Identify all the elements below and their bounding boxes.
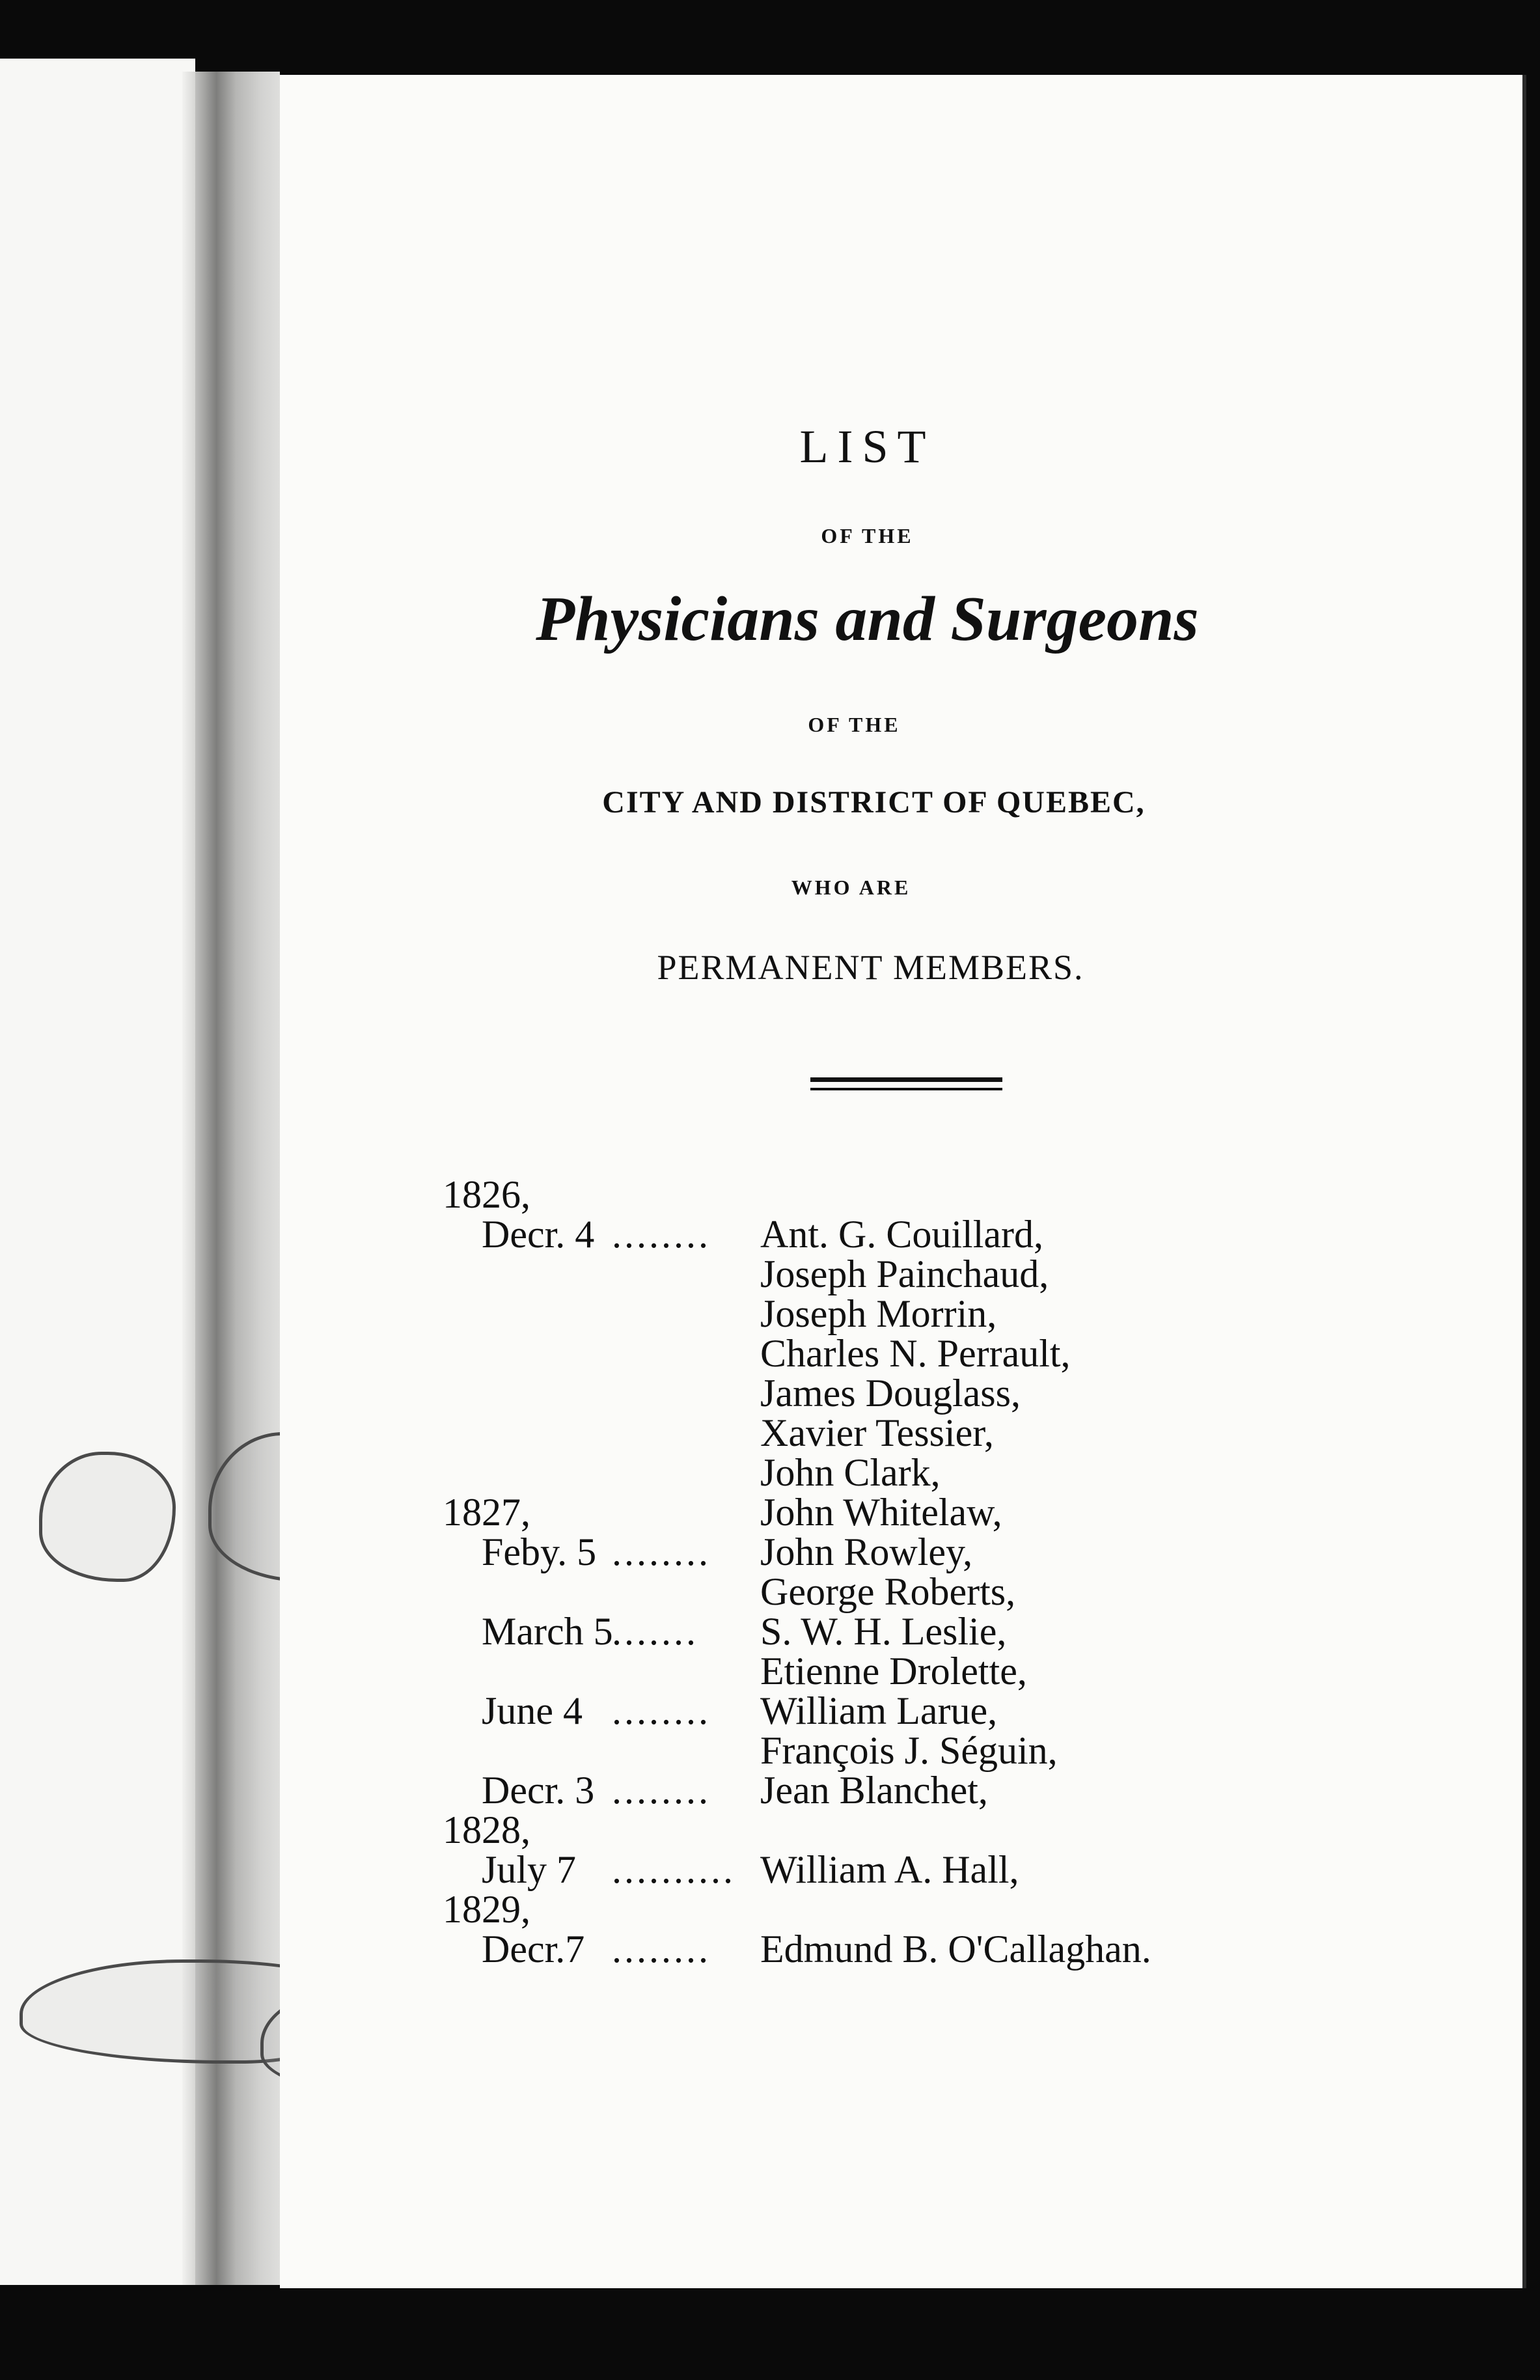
list-item xyxy=(443,1890,1289,1930)
members-list xyxy=(443,1175,1289,1969)
list-item xyxy=(443,1532,1289,1572)
list-item xyxy=(443,1612,1289,1652)
entry-date: March 5 xyxy=(482,1610,613,1653)
entry-name: Joseph Morrin, xyxy=(760,1292,997,1335)
list-item xyxy=(443,1413,1289,1453)
permanent-members-heading: PERMANENT MEMBERS. xyxy=(657,948,1084,987)
entry-name: Charles N. Perrault, xyxy=(760,1332,1071,1375)
entry-leader: ........ xyxy=(612,1213,711,1256)
entry-leader: .......... xyxy=(612,1848,736,1891)
list-item xyxy=(443,1930,1289,1969)
entry-leader: ........ xyxy=(612,1689,711,1732)
entry-leader: ........ xyxy=(612,1769,711,1812)
of-the-label-2: OF THE xyxy=(808,713,901,736)
entry-name: Xavier Tessier, xyxy=(760,1411,994,1454)
entry-year: 1828, xyxy=(443,1808,530,1851)
double-rule-bottom xyxy=(810,1088,1002,1090)
entry-date: Decr. 4 xyxy=(482,1213,595,1256)
list-item xyxy=(443,1731,1289,1771)
entry-date: June 4 xyxy=(482,1689,583,1732)
entry-year: 1827, xyxy=(443,1491,530,1534)
who-are-label: WHO ARE xyxy=(791,876,911,899)
list-item xyxy=(443,1572,1289,1612)
entry-name: William Larue, xyxy=(760,1689,998,1732)
entry-name: James Douglass, xyxy=(760,1372,1021,1415)
entry-leader: ....... xyxy=(612,1610,698,1653)
facing-page xyxy=(0,59,195,2285)
entry-name: Ant. G. Couillard, xyxy=(760,1213,1043,1256)
list-item xyxy=(443,1334,1289,1374)
list-item xyxy=(443,1374,1289,1413)
entry-name: Joseph Painchaud, xyxy=(760,1252,1049,1295)
document-page xyxy=(280,75,1526,2288)
list-item xyxy=(443,1254,1289,1294)
entry-year: 1826, xyxy=(443,1173,530,1216)
double-rule-top xyxy=(810,1077,1002,1082)
list-item xyxy=(443,1810,1289,1850)
of-the-label: OF THE xyxy=(821,524,914,547)
entry-name: Etienne Drolette, xyxy=(760,1650,1027,1693)
entry-name: S. W. H. Leslie, xyxy=(760,1610,1007,1653)
list-item xyxy=(443,1453,1289,1493)
entry-name: John Rowley, xyxy=(760,1530,973,1573)
entry-leader: ........ xyxy=(612,1928,711,1971)
list-item xyxy=(443,1691,1289,1731)
entry-date: Decr.7 xyxy=(482,1928,585,1971)
list-item xyxy=(443,1215,1289,1254)
entry-name: John Clark, xyxy=(760,1451,941,1494)
entry-name: François J. Séguin, xyxy=(760,1729,1058,1772)
list-item xyxy=(443,1175,1289,1215)
page-title-list: LIST xyxy=(799,421,935,473)
main-heading: Physicians and Surgeons xyxy=(536,584,1199,654)
entry-name: Edmund B. O'Callaghan. xyxy=(760,1928,1151,1971)
list-item xyxy=(443,1493,1289,1532)
list-item xyxy=(443,1771,1289,1810)
entry-date: Feby. 5 xyxy=(482,1530,597,1573)
city-heading: CITY AND DISTRICT OF QUEBEC, xyxy=(602,785,1146,820)
list-item xyxy=(443,1652,1289,1691)
entry-date: July 7 xyxy=(482,1848,577,1891)
list-item xyxy=(443,1294,1289,1334)
entry-name: George Roberts, xyxy=(760,1570,1016,1613)
entry-name: William A. Hall, xyxy=(760,1848,1019,1891)
entry-leader: ........ xyxy=(612,1530,711,1573)
entry-year: 1829, xyxy=(443,1888,530,1931)
list-item xyxy=(443,1850,1289,1890)
water-stain xyxy=(39,1452,176,1582)
entry-name: Jean Blanchet, xyxy=(760,1769,988,1812)
entry-name: John Whitelaw, xyxy=(760,1491,1002,1534)
entry-date: Decr. 3 xyxy=(482,1769,595,1812)
book-gutter xyxy=(182,72,280,2285)
